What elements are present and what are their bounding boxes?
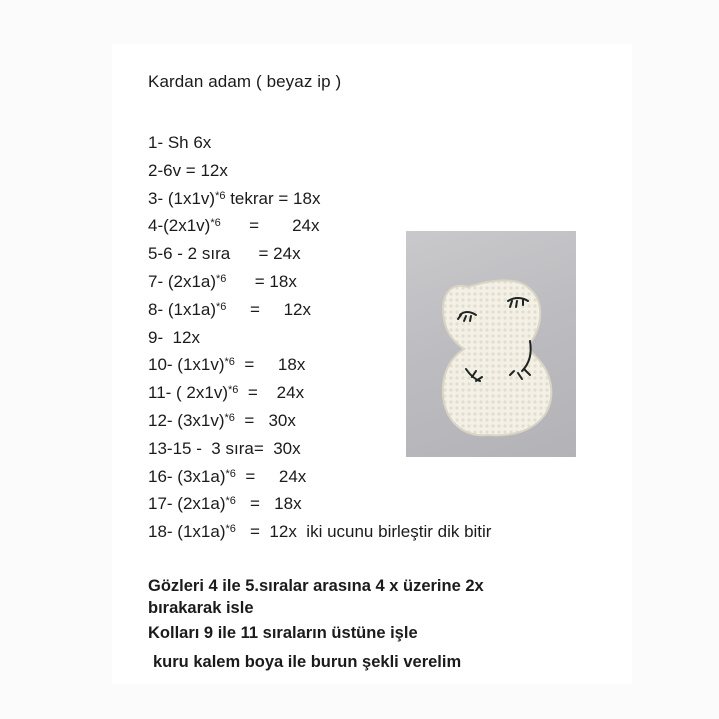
step-row — [148, 490, 491, 518]
step-text: 16- (3x1a) — [148, 466, 226, 486]
step-result: = 12x — [226, 299, 312, 319]
step-text: 12- (3x1v) — [148, 410, 225, 430]
step-text: 1- Sh 6x — [148, 133, 212, 152]
step-repeat: *6 — [224, 411, 235, 424]
step-text: 7- (2x1a) — [148, 271, 217, 291]
snowman-body — [443, 281, 552, 436]
step-row — [148, 463, 491, 491]
step-text: 17- (2x1a) — [148, 494, 226, 514]
step-text: 11- ( 2x1v) — [148, 383, 228, 403]
step-repeat: *6 — [225, 467, 236, 480]
step-repeat: *6 — [216, 300, 227, 313]
step-text: 5-6 - 2 sıra = 24x — [148, 244, 301, 264]
step-row — [148, 157, 491, 185]
step-text: 18- (1x1a) — [148, 522, 226, 542]
step-repeat: *6 — [228, 384, 239, 397]
step-repeat: *6 — [210, 217, 221, 230]
step-text: 4-(2x1v) — [148, 216, 211, 236]
step-repeat: *6 — [225, 495, 236, 508]
step-text: 13-15 - 3 sıra= 30x — [148, 438, 301, 458]
step-result: = 30x — [234, 410, 296, 430]
step-result: = 24x — [238, 383, 305, 403]
step-repeat: *6 — [224, 356, 235, 369]
step-result: = 24x — [235, 466, 307, 486]
step-result: tekrar = 18x — [225, 188, 321, 208]
step-row — [148, 129, 491, 157]
snowman-photo — [406, 231, 576, 457]
step-text: 3- (1x1v) — [148, 188, 216, 208]
step-text: 2-6v = 12x — [148, 160, 228, 180]
step-repeat: *6 — [216, 272, 227, 285]
step-text: 8- (1x1a) — [148, 299, 217, 319]
step-row — [148, 185, 491, 213]
pattern-title: Kardan adam ( beyaz ip ) — [148, 72, 342, 91]
step-result: = 18x — [235, 494, 302, 514]
step-result: = 18x — [226, 271, 297, 291]
step-result: = 12x iki ucunu birleştir dik bitir — [235, 522, 492, 542]
step-repeat: *6 — [215, 189, 226, 202]
note-nose: kuru kalem boya ile burun şekli verelim — [153, 653, 462, 671]
note-eyes: Gözleri 4 ile 5.sıralar arasına 4 x üzerine 2x — [148, 577, 484, 595]
step-result: = 18x — [234, 355, 306, 375]
note-arms: Kolları 9 ile 11 sıraların üstüne işle — [148, 624, 418, 642]
step-text: 10- (1x1v) — [148, 355, 225, 375]
snowman-illustration — [406, 231, 576, 457]
note-eyes-cont: bırakarak isle — [148, 599, 254, 617]
notes-block — [148, 572, 484, 677]
step-result: = 24x — [220, 216, 320, 236]
step-row — [148, 518, 491, 546]
step-text: 9- 12x — [148, 327, 200, 347]
step-repeat: *6 — [225, 523, 236, 536]
